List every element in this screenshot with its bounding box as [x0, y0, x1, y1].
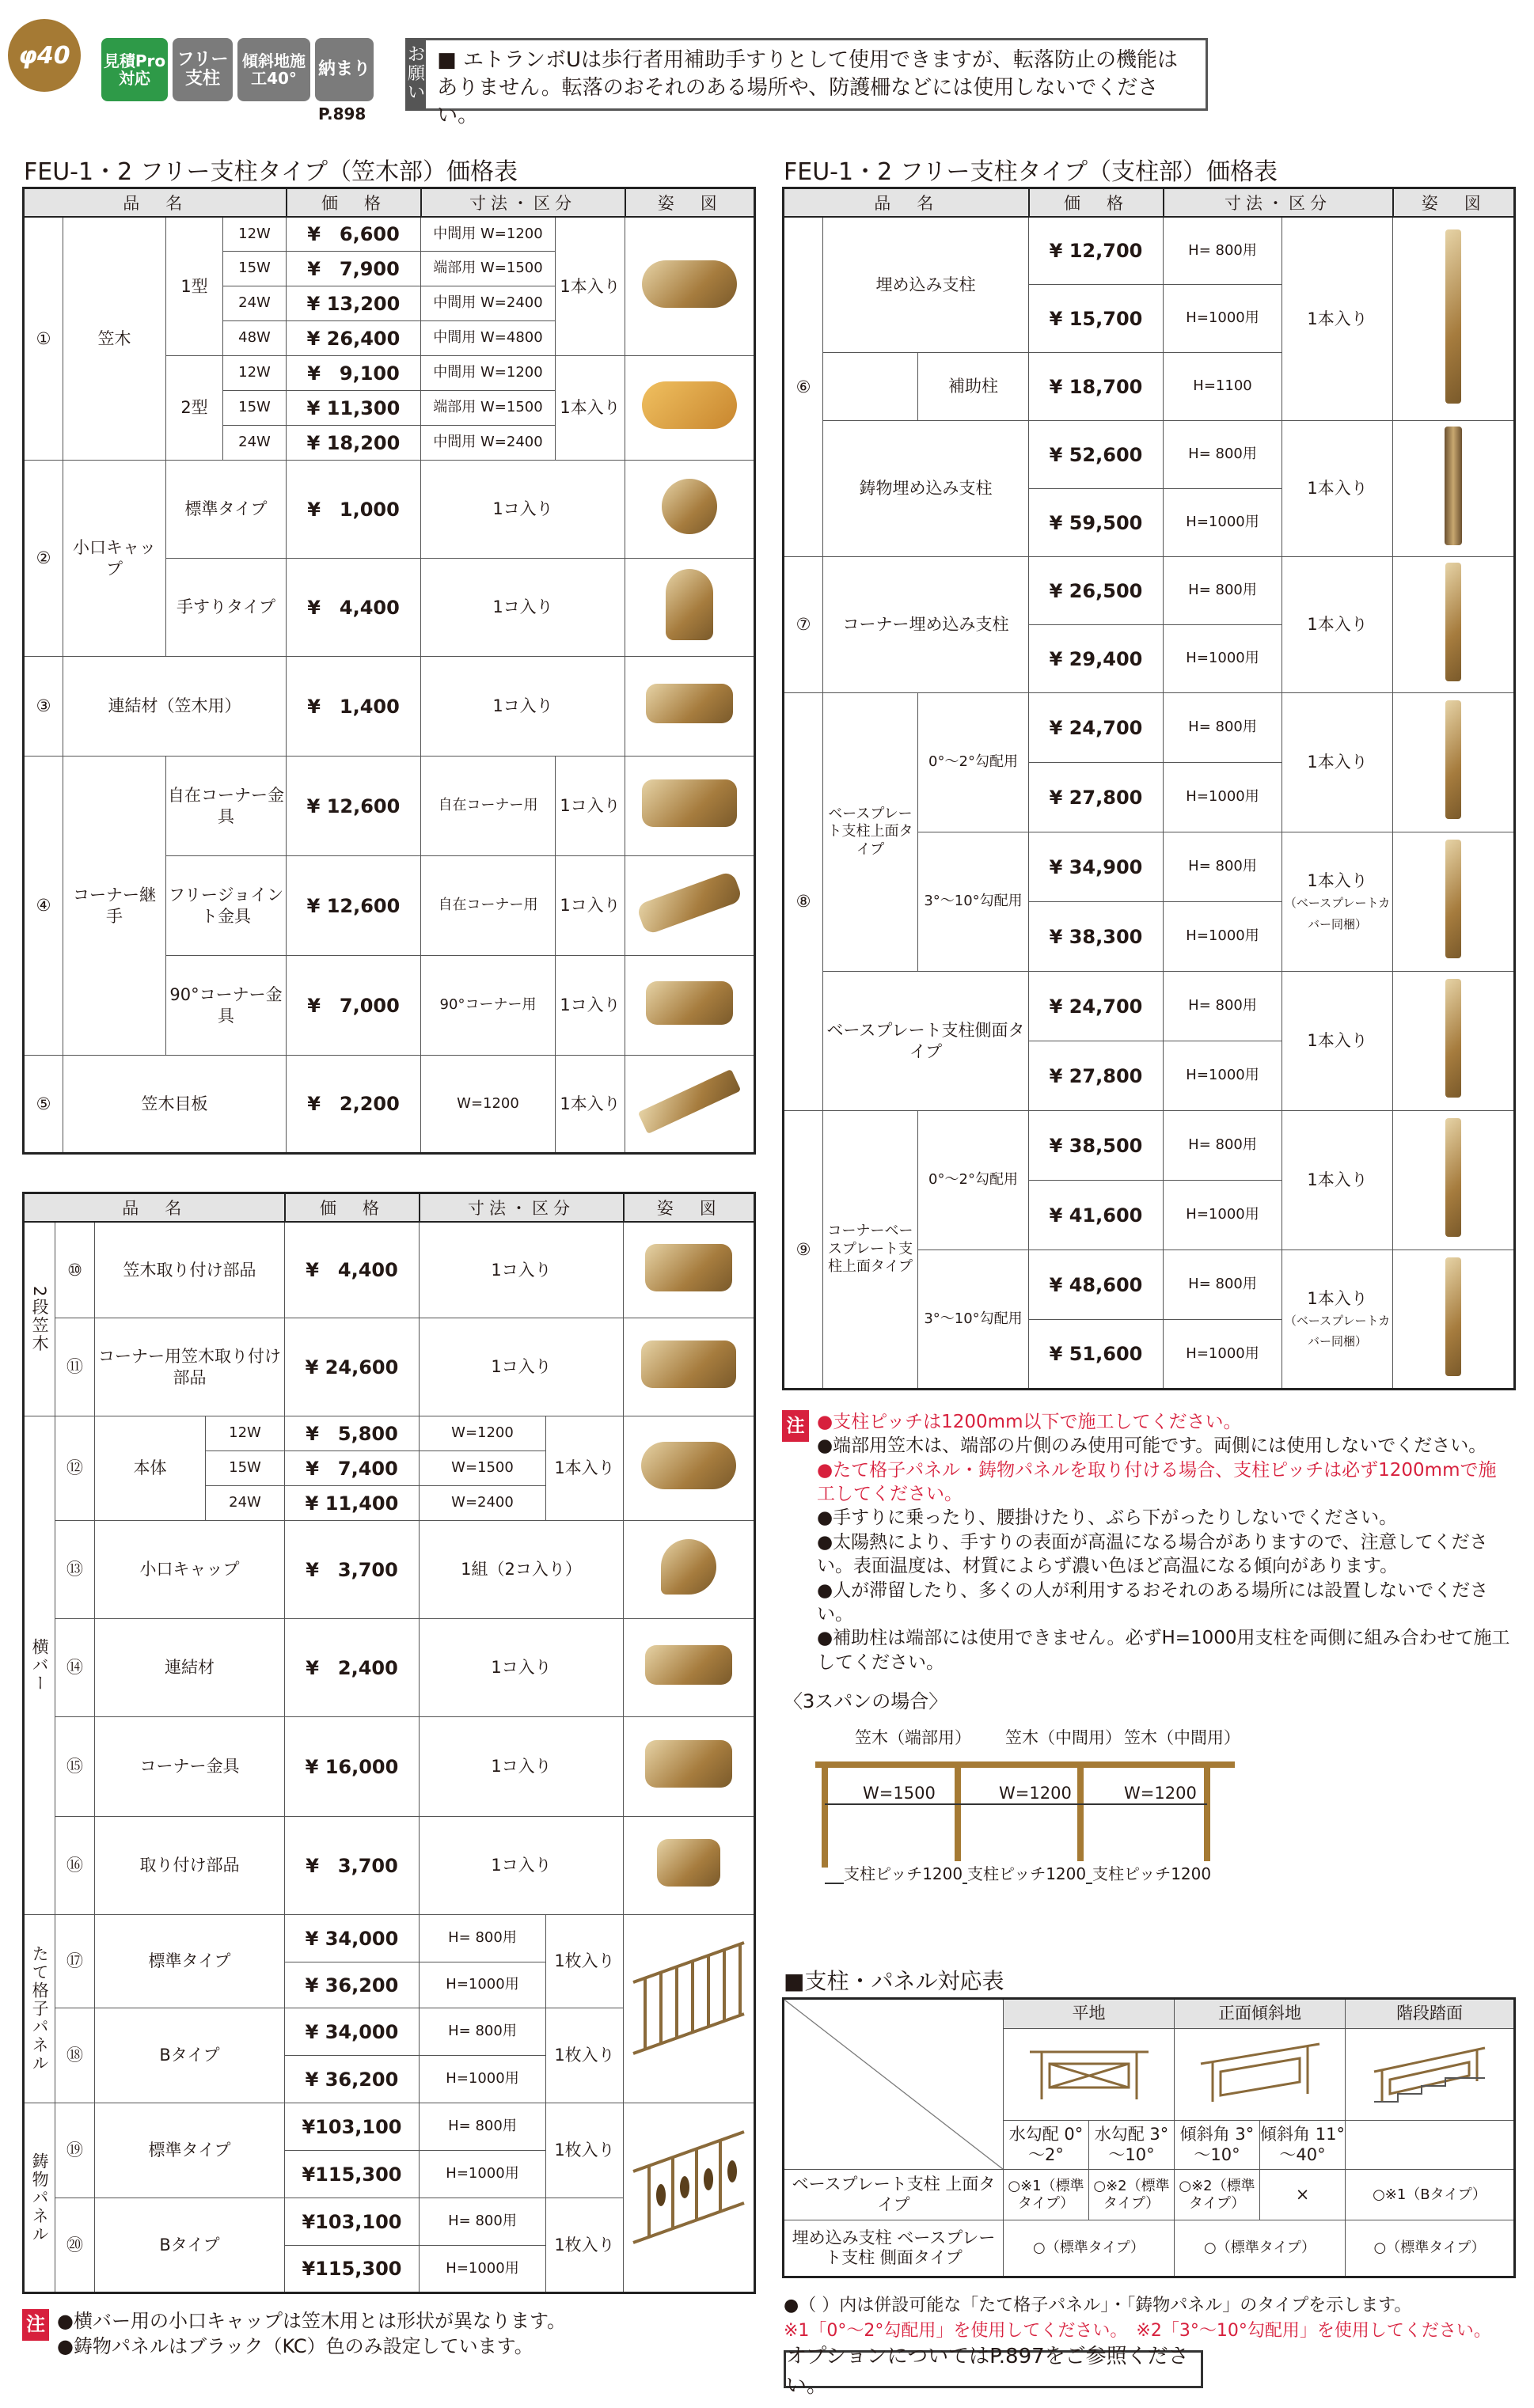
row-no: ⑦	[784, 557, 823, 693]
row-no: ④	[24, 757, 63, 1056]
size: W=1200	[420, 1416, 546, 1451]
base-post-figure	[1393, 693, 1515, 832]
price: ¥ 16,000	[285, 1717, 420, 1817]
row-no: ⑰	[55, 1915, 95, 2008]
price: ¥115,300	[285, 2151, 420, 2198]
price: ¥ 4,400	[285, 1222, 420, 1318]
qty: 1枚入り	[546, 2198, 624, 2293]
row-name: 笠木	[63, 217, 166, 461]
span-w3: W=1200	[1124, 1784, 1197, 1803]
price: ¥ 12,700	[1029, 217, 1164, 285]
col-size: 寸法・区分	[1164, 188, 1393, 217]
side-base-post-figure	[1393, 972, 1515, 1111]
lattice-panel-figure	[624, 1915, 755, 2103]
size: H= 800用	[1164, 557, 1282, 625]
width: 24W	[206, 1486, 285, 1521]
row-no: ⑥	[784, 217, 823, 557]
cap-figure	[625, 461, 755, 559]
corner-base-post-cover-figure	[1393, 1250, 1515, 1390]
size: 中間用 W=2400	[421, 426, 556, 461]
note-item: ●支柱ピッチは1200mm以下で施工してください。	[817, 1412, 1242, 1432]
compat-value: ○（標準タイプ）	[1004, 2220, 1175, 2277]
size: H=1000用	[420, 1962, 546, 2008]
badge-mitsumori: 見積Pro対応	[101, 38, 168, 101]
section-label: 2段笠木	[24, 1222, 55, 1416]
row-name: 連結材	[95, 1619, 285, 1717]
price: ¥ 51,600	[1029, 1320, 1164, 1390]
cap-elbow-figure	[625, 559, 755, 657]
row-name: コーナー埋め込み支柱	[823, 557, 1029, 693]
kasagi-price-table	[22, 187, 756, 1155]
type-label: 1型	[166, 217, 223, 356]
size: H= 800用	[1164, 693, 1282, 763]
size: H= 800用	[1164, 217, 1282, 285]
qty: 1コ入り	[420, 1817, 624, 1915]
compat-table	[782, 1997, 1516, 2278]
width: 15W	[223, 252, 287, 286]
compat-value: ○※1（標準タイプ）	[1004, 2170, 1089, 2220]
row-no: ⑱	[55, 2008, 95, 2103]
price: ¥115,300	[285, 2246, 420, 2293]
compat-header: 平地	[1004, 1999, 1175, 2029]
price: ¥ 3,700	[285, 1817, 420, 1915]
row-name: ベースプレート支柱側面タイプ	[823, 972, 1029, 1111]
price: ¥ 34,000	[285, 1915, 420, 1962]
row-name: 小口キャップ	[63, 461, 166, 657]
size: 中間用 W=1200	[421, 356, 556, 391]
row-no: ⑮	[55, 1717, 95, 1817]
size: 端部用 W=1500	[421, 252, 556, 286]
price: ¥ 6,600	[287, 217, 421, 252]
subtype: 自在コーナー金具	[166, 757, 287, 856]
right-notes	[782, 1410, 1513, 1674]
qty: 1組（2コ入り）	[420, 1521, 624, 1619]
qty: 1コ入り	[421, 657, 625, 757]
request-text: ■ エトランボUは歩行者用補助手すりとして使用できますが、転落防止の機能はありません。転落のおそれのある場所や、防護柵などには使用しないでください。	[437, 48, 1179, 128]
col-name: 品 名	[24, 188, 287, 217]
qty: 1コ入り	[420, 1717, 624, 1817]
slope-group: 0°～2°勾配用	[918, 1111, 1029, 1250]
span-pitch: 支柱ピッチ1200	[1092, 1861, 1211, 1884]
size: W=1200	[421, 1056, 556, 1154]
note-item: ●たて格子パネル・鋳物パネルを取り付ける場合、支柱ピッチは必ず1200mmで施工してください。	[817, 1459, 1497, 1505]
price: ¥ 59,500	[1029, 489, 1164, 557]
connector-figure	[625, 657, 755, 757]
compat-sub: 水勾配 0°～2°	[1004, 2121, 1089, 2170]
row-name: 笠木目板	[63, 1056, 287, 1154]
compat-row-label: ベースプレート支柱 上面タイプ	[784, 2170, 1004, 2220]
col-price: 価 格	[285, 1193, 420, 1222]
ref-page: P.898	[318, 104, 366, 123]
note-item: ●鋳物パネルはブラック（KC）色のみ設定しています。	[57, 2334, 533, 2357]
corner-base-post-figure	[1393, 1111, 1515, 1250]
row-no: ⑫	[55, 1416, 95, 1521]
size: 中間用 W=1200	[421, 217, 556, 252]
span-kasagi-end: 笠木（端部用）	[855, 1728, 971, 1747]
note-item: ●補助柱は端部には使用できません。必ずH=1000用支柱を両側に組み合わせて施工してください。	[817, 1628, 1510, 1673]
size: 中間用 W=4800	[421, 321, 556, 356]
row-no: ③	[24, 657, 63, 757]
width: 15W	[223, 391, 287, 426]
qty: 1枚入り	[546, 2008, 624, 2103]
price: ¥ 7,900	[287, 252, 421, 286]
col-name: 品 名	[24, 1193, 285, 1222]
size: H= 800用	[420, 2198, 546, 2246]
size: H= 800用	[420, 2008, 546, 2056]
size: H=1000用	[1164, 285, 1282, 353]
row-name: 補助柱	[918, 353, 1029, 421]
span-kasagi-mid: 笠木（中間用）	[1124, 1728, 1240, 1747]
qty: 1コ入り	[421, 559, 625, 657]
slope-group: 0°～2°勾配用	[918, 693, 1029, 832]
col-name: 品 名	[784, 188, 1029, 217]
slope-group: 3°～10°勾配用	[918, 832, 1029, 972]
qty: 1本入り	[1282, 557, 1393, 693]
price: ¥ 7,000	[287, 956, 421, 1056]
note-item: ●横バー用の小口キャップは笠木用とは形状が異なります。	[57, 2310, 567, 2332]
width: 15W	[206, 1451, 285, 1486]
row-name: ベースプレート支柱上面タイプ	[823, 693, 918, 972]
price: ¥ 18,700	[1029, 353, 1164, 421]
price: ¥ 5,800	[285, 1416, 420, 1451]
note-item: ●手すりに乗ったり、腰掛けたり、ぶら下がったりしないでください。	[817, 1507, 1398, 1529]
size: H= 800用	[420, 2103, 546, 2151]
qty: 1本入り	[556, 217, 625, 356]
stairs-figure	[1346, 2029, 1515, 2121]
price: ¥ 27,800	[1029, 763, 1164, 832]
compat-row-label: 埋め込み支柱 ベースプレート支柱 側面タイプ	[784, 2220, 1004, 2277]
qty: 1本入り （ベースプレートカバー同梱）	[1282, 832, 1393, 972]
corner90-figure	[625, 956, 755, 1056]
row-name: 連結材（笠木用）	[63, 657, 287, 757]
row-no: ①	[24, 217, 63, 461]
price: ¥ 24,700	[1029, 693, 1164, 763]
size: H= 800用	[420, 1915, 546, 1962]
price: ¥ 4,400	[287, 559, 421, 657]
price: ¥ 12,600	[287, 856, 421, 956]
qty: 1本入り	[1282, 217, 1393, 421]
compat-header: 階段踏面	[1346, 1999, 1515, 2029]
post-price-table	[782, 187, 1516, 1390]
width: 48W	[223, 321, 287, 356]
price: ¥ 11,400	[285, 1486, 420, 1521]
price: ¥ 2,400	[285, 1619, 420, 1717]
footnote: ●（ ）内は併設可能な「たて格子パネル」・「鋳物パネル」のタイプを示します。	[784, 2296, 1412, 2315]
compat-sub: 傾斜角 3°～10°	[1175, 2121, 1260, 2170]
bar-corner-figure	[624, 1717, 755, 1817]
note-tag: 注	[22, 2309, 49, 2341]
row-name: 小口キャップ	[95, 1521, 285, 1619]
price: ¥103,100	[285, 2198, 420, 2246]
diameter-badge: φ40	[8, 19, 81, 92]
bar-figure	[624, 1416, 755, 1521]
footnote-red: ※1「0°～2°勾配用」を使用してください。 ※2「3°～10°勾配用」を使用してください。	[784, 2321, 1491, 2341]
bar-cap-figure	[624, 1521, 755, 1619]
subtype: フリージョイント金具	[166, 856, 287, 956]
bar-mount-figure	[624, 1817, 755, 1915]
batten-figure	[625, 1056, 755, 1154]
price: ¥103,100	[285, 2103, 420, 2151]
col-price: 価 格	[287, 188, 421, 217]
slope-group: 3°～10°勾配用	[918, 1250, 1029, 1390]
option-reference: オプションについてはP.897をご参照ください。	[784, 2350, 1203, 2388]
price: ¥ 7,400	[285, 1451, 420, 1486]
width: 24W	[223, 286, 287, 321]
price: ¥ 48,600	[1029, 1250, 1164, 1320]
qty: 1本入り	[1282, 693, 1393, 832]
badge-free-post: フリー支柱	[173, 38, 233, 101]
row-name: 取り付け部品	[95, 1817, 285, 1915]
badge-slope: 傾斜地施工40°	[237, 38, 310, 101]
span-pitch: 支柱ピッチ1200	[967, 1861, 1086, 1884]
price: ¥ 24,700	[1029, 972, 1164, 1041]
corner-embed-post-figure	[1393, 557, 1515, 693]
col-size: 寸法・区分	[421, 188, 625, 217]
size: H= 800用	[1164, 1111, 1282, 1181]
size: H=1000用	[1164, 1320, 1282, 1390]
size: H=1000用	[1164, 1181, 1282, 1250]
size: H= 800用	[1164, 1250, 1282, 1320]
size: H=1000用	[420, 2151, 546, 2198]
row-name: コーナーベースプレート支柱上面タイプ	[823, 1111, 918, 1390]
row-name: 標準タイプ	[95, 1915, 285, 2008]
flat-figure	[1004, 2029, 1175, 2121]
size: H=1000用	[1164, 1041, 1282, 1111]
col-size: 寸法・区分	[420, 1193, 624, 1222]
corner-bracket-figure	[624, 1318, 755, 1416]
row-no: ⑩	[55, 1222, 95, 1318]
bar-connector-figure	[624, 1619, 755, 1717]
width: 12W	[223, 356, 287, 391]
row-no: ⑲	[55, 2103, 95, 2198]
section-label: たて格子パネル	[24, 1915, 55, 2103]
price: ¥ 1,400	[287, 657, 421, 757]
size: H=1100	[1164, 353, 1282, 421]
section-label: 横バー	[24, 1416, 55, 1915]
price: ¥ 38,300	[1029, 902, 1164, 972]
qty: 1コ入り	[420, 1619, 624, 1717]
col-fig: 姿 図	[624, 1193, 755, 1222]
qty: 1コ入り	[421, 461, 625, 559]
price: ¥ 13,200	[287, 286, 421, 321]
note-item: ●端部用笠木は、端部の片側のみ使用可能です。両側には使用しないでください。	[817, 1435, 1487, 1457]
col-price: 価 格	[1029, 188, 1164, 217]
kasagi2-figure	[625, 356, 755, 461]
price: ¥ 11,300	[287, 391, 421, 426]
size: H=1000用	[1164, 625, 1282, 693]
price: ¥ 34,900	[1029, 832, 1164, 902]
corner-figure	[625, 757, 755, 856]
compat-value: ○※1（Bタイプ）	[1346, 2170, 1515, 2220]
size: H= 800用	[1164, 421, 1282, 489]
price: ¥ 12,600	[287, 757, 421, 856]
size: H= 800用	[1164, 832, 1282, 902]
size: 自在コーナー用	[421, 856, 556, 956]
option-price-table	[22, 1192, 756, 2294]
size: W=2400	[420, 1486, 546, 1521]
price: ¥ 52,600	[1029, 421, 1164, 489]
size: H=1000用	[420, 2056, 546, 2103]
size: H= 800用	[1164, 972, 1282, 1041]
row-no: ⑳	[55, 2198, 95, 2293]
request-box	[405, 38, 1208, 128]
row-no: ⑭	[55, 1619, 95, 1717]
cast-post-figure	[1393, 421, 1515, 557]
width: 12W	[223, 217, 287, 252]
section-label: 鋳物パネル	[24, 2103, 55, 2293]
price: ¥ 1,000	[287, 461, 421, 559]
base-post-cover-figure	[1393, 832, 1515, 972]
col-fig: 姿 図	[625, 188, 755, 217]
col-fig: 姿 図	[1393, 188, 1515, 217]
compat-sub: 水勾配 3°～10°	[1089, 2121, 1175, 2170]
qty: 1本入り （ベースプレートカバー同梱）	[1282, 1250, 1393, 1390]
span-title: 〈3スパンの場合〉	[784, 1690, 948, 1712]
price: ¥ 26,500	[1029, 557, 1164, 625]
qty: 1コ入り	[556, 856, 625, 956]
subtype: 標準タイプ	[166, 461, 287, 559]
compat-title: ■支柱・パネル対応表	[784, 1968, 1004, 1994]
size: W=1500	[420, 1451, 546, 1486]
price: ¥ 36,200	[285, 2056, 420, 2103]
price: ¥ 3,700	[285, 1521, 420, 1619]
row-name: Bタイプ	[95, 2008, 285, 2103]
qty: 1枚入り	[546, 1915, 624, 2008]
compat-header: 正面傾斜地	[1175, 1999, 1346, 2029]
qty: 1本入り	[556, 356, 625, 461]
size: H=1000用	[1164, 489, 1282, 557]
row-name: コーナー継手	[63, 757, 166, 1056]
row-no: ⑬	[55, 1521, 95, 1619]
size: H=1000用	[1164, 763, 1282, 832]
span-kasagi-mid: 笠木（中間用）	[1005, 1728, 1122, 1747]
row-name: 本体	[95, 1416, 206, 1521]
row-name: 鋳物埋め込み支柱	[823, 421, 1029, 557]
left-table-title: FEU-1・2 フリー支柱タイプ（笠木部）価格表	[24, 158, 518, 186]
row-name: コーナー用笠木取り付け部品	[95, 1318, 285, 1416]
width: 24W	[223, 426, 287, 461]
price: ¥ 9,100	[287, 356, 421, 391]
note-tag: 注	[782, 1410, 809, 1442]
span-pitch: 支柱ピッチ1200	[844, 1861, 963, 1884]
size: 90°コーナー用	[421, 956, 556, 1056]
badge-osamari: 納まり	[315, 38, 374, 101]
row-no: ⑪	[55, 1318, 95, 1416]
row-name: Bタイプ	[95, 2198, 285, 2293]
row-name: コーナー金具	[95, 1717, 285, 1817]
price: ¥ 27,800	[1029, 1041, 1164, 1111]
left-notes	[22, 2309, 750, 2359]
request-tag: お願い	[408, 40, 426, 108]
size: 中間用 W=2400	[421, 286, 556, 321]
row-name: 笠木取り付け部品	[95, 1222, 285, 1318]
price: ¥ 34,000	[285, 2008, 420, 2056]
embed-post-figure	[1393, 217, 1515, 421]
qty: 1コ入り	[420, 1318, 624, 1416]
price: ¥ 18,200	[287, 426, 421, 461]
compat-value: ○※2（標準タイプ）	[1089, 2170, 1175, 2220]
qty: 1本入り	[1282, 1111, 1393, 1250]
price: ¥ 38,500	[1029, 1111, 1164, 1181]
compat-value: ○※2（標準タイプ）	[1175, 2170, 1260, 2220]
qty: 1コ入り	[556, 956, 625, 1056]
compat-value: ○（標準タイプ）	[1175, 2220, 1346, 2277]
note-item: ●人が滞留したり、多くの人が利用するおそれのある場所には設置しないでください。	[817, 1579, 1489, 1625]
joint-figure	[625, 856, 755, 956]
row-no: ⑨	[784, 1111, 823, 1390]
size: 端部用 W=1500	[421, 391, 556, 426]
qty: 1本入り	[556, 1056, 625, 1154]
row-name: 標準タイプ	[95, 2103, 285, 2198]
cast-panel-figure	[624, 2103, 755, 2293]
size: H=1000用	[1164, 902, 1282, 972]
qty: 1コ入り	[420, 1222, 624, 1318]
qty: 1本入り	[1282, 421, 1393, 557]
type-label: 2型	[166, 356, 223, 461]
price: ¥ 26,400	[287, 321, 421, 356]
price: ¥ 15,700	[1029, 285, 1164, 353]
compat-value: ○（標準タイプ）	[1346, 2220, 1515, 2277]
row-no: ⑯	[55, 1817, 95, 1915]
compat-sub: 傾斜角 11°～40°	[1260, 2121, 1346, 2170]
price: ¥ 24,600	[285, 1318, 420, 1416]
note-item: ●太陽熱により、手すりの表面が高温になる場合がありますので、注意してください。表面温度は、材質によらず濃い色ほど高温になる傾向があります。	[817, 1531, 1488, 1577]
price: ¥ 41,600	[1029, 1181, 1164, 1250]
kasagi1-figure	[625, 217, 755, 356]
bracket-figure	[624, 1222, 755, 1318]
span-w2: W=1200	[999, 1784, 1072, 1803]
size: H=1000用	[420, 2246, 546, 2293]
right-table-title: FEU-1・2 フリー支柱タイプ（支柱部）価格表	[784, 158, 1278, 186]
row-no: ②	[24, 461, 63, 657]
row-no: ⑤	[24, 1056, 63, 1154]
span-w1: W=1500	[863, 1784, 936, 1803]
size: 自在コーナー用	[421, 757, 556, 856]
subtype: 90°コーナー金具	[166, 956, 287, 1056]
subtype: 手すりタイプ	[166, 559, 287, 657]
qty: 1本入り	[1282, 972, 1393, 1111]
row-name: 埋め込み支柱	[823, 217, 1029, 353]
slope-figure	[1175, 2029, 1346, 2121]
compat-corner	[784, 1999, 1004, 2170]
price: ¥ 36,200	[285, 1962, 420, 2008]
qty: 1枚入り	[546, 2103, 624, 2198]
row-no: ⑧	[784, 693, 823, 1111]
price: ¥ 29,400	[1029, 625, 1164, 693]
price: ¥ 2,200	[287, 1056, 421, 1154]
compat-value: ×	[1260, 2170, 1346, 2220]
width: 12W	[206, 1416, 285, 1451]
qty: 1コ入り	[556, 757, 625, 856]
qty: 1本入り	[546, 1416, 624, 1521]
